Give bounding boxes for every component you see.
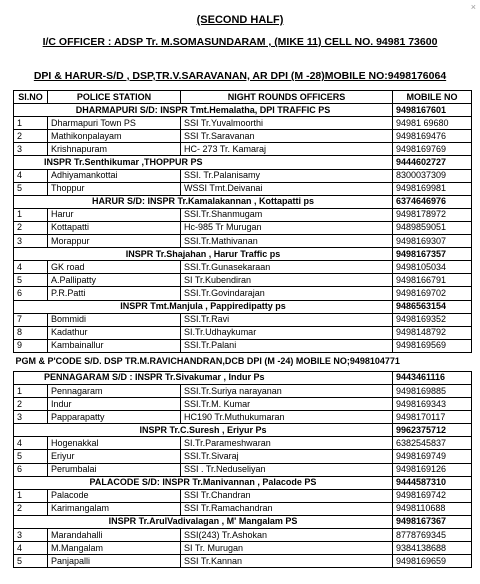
police-station-cell: Panjapalli <box>48 555 181 568</box>
officer-cell: SI Tr.Kubendiran <box>181 274 393 287</box>
table-row <box>14 450 472 463</box>
officer-cell: SSI Tr.Chandran <box>181 489 393 502</box>
mobile-cell: 9498110688 <box>393 502 472 515</box>
night-rounds-table <box>13 90 472 568</box>
section-mobile-cell: 9444602727 <box>393 156 472 169</box>
sl-no-cell: 5 <box>14 450 48 463</box>
police-station-cell: Perumbalai <box>48 463 181 476</box>
police-station-cell: Dharmapuri Town PS <box>48 117 181 130</box>
section-header-row <box>14 476 472 489</box>
officer-cell: SSI Tr.Ramachandran <box>181 502 393 515</box>
police-station-cell: Adhiyamankottai <box>48 169 181 182</box>
mobile-cell: 9498169769 <box>393 143 472 156</box>
sl-no-cell: 1 <box>14 117 48 130</box>
sl-no-cell: 1 <box>14 489 48 502</box>
col-header-police-station: POLICE STATION <box>48 91 181 104</box>
mobile-cell: 9498178972 <box>393 208 472 221</box>
table-header-row <box>14 91 472 104</box>
mobile-cell: 9498169307 <box>393 235 472 248</box>
section-header-row <box>14 195 472 208</box>
table-row <box>14 463 472 476</box>
table-row <box>14 208 472 221</box>
table-row <box>14 489 472 502</box>
police-station-cell: Palacode <box>48 489 181 502</box>
section-mobile-cell: 9444587310 <box>393 476 472 489</box>
police-station-cell: Indur <box>48 398 181 411</box>
police-station-cell: Eriyur <box>48 450 181 463</box>
mobile-cell: 9498148792 <box>393 326 472 339</box>
section-header-row <box>14 248 472 261</box>
police-station-cell: M.Mangalam <box>48 542 181 555</box>
police-station-cell: Kottapatti <box>48 221 181 234</box>
police-station-cell: Karimangalam <box>48 502 181 515</box>
police-station-cell: Hogenakkal <box>48 437 181 450</box>
section-title-cell: INSPR Tr.Senthikumar ,THOPPUR PS <box>14 156 393 169</box>
subdivision-band-row <box>14 352 472 371</box>
col-header-slno: Sl.NO <box>14 91 48 104</box>
sl-no-cell: 7 <box>14 313 48 326</box>
police-station-cell: Pennagaram <box>48 384 181 397</box>
sl-no-cell: 4 <box>14 437 48 450</box>
table-row <box>14 143 472 156</box>
table-row <box>14 261 472 274</box>
section-title-cell: INSPR Tr.C.Suresh , Eriyur Ps <box>14 424 393 437</box>
sl-no-cell: 1 <box>14 384 48 397</box>
mobile-cell: 9498169343 <box>393 398 472 411</box>
police-station-cell: Mathikonpalayam <box>48 130 181 143</box>
police-station-cell: Thoppur <box>48 182 181 195</box>
section-mobile-cell: 9443461116 <box>393 371 472 384</box>
police-station-cell: Kadathur <box>48 326 181 339</box>
police-station-cell: Kambainallur <box>48 339 181 352</box>
police-station-cell: Bommidi <box>48 313 181 326</box>
officer-cell: SSI.Tr.Sivaraj <box>181 450 393 463</box>
col-header-mobile: MOBILE NO <box>393 91 472 104</box>
section-title-cell: INSPR Tr.ArulVadivalagan , M' Mangalam PS <box>14 515 393 528</box>
sl-no-cell: 5 <box>14 555 48 568</box>
officer-cell: SSI.Tr.Govindarajan <box>181 287 393 300</box>
police-station-cell: P.R.Patti <box>48 287 181 300</box>
section-header-row <box>14 515 472 528</box>
mobile-cell: 9384138688 <box>393 542 472 555</box>
mobile-cell: 94981 69680 <box>393 117 472 130</box>
sl-no-cell: 5 <box>14 274 48 287</box>
officer-cell: Hc-985 Tr Murugan <box>181 221 393 234</box>
sl-no-cell: 6 <box>14 463 48 476</box>
sl-no-cell: 2 <box>14 398 48 411</box>
mobile-cell: 8778769345 <box>393 529 472 542</box>
officer-cell: SSI.Tr.M. Kumar <box>181 398 393 411</box>
section-header-row <box>14 156 472 169</box>
table-row <box>14 384 472 397</box>
sl-no-cell: 6 <box>14 287 48 300</box>
table-row <box>14 411 472 424</box>
police-station-cell: Marandahalli <box>48 529 181 542</box>
sl-no-cell: 4 <box>14 169 48 182</box>
section-mobile-cell: 9962375712 <box>393 424 472 437</box>
section-title-cell: INSPR Tr.Shajahan , Harur Traffic ps <box>14 248 393 261</box>
police-station-cell: Krishnapuram <box>48 143 181 156</box>
table-row <box>14 313 472 326</box>
police-station-cell: Papparapatty <box>48 411 181 424</box>
table-row <box>14 287 472 300</box>
officer-cell: SI.Tr.Udhaykumar <box>181 326 393 339</box>
table-row <box>14 437 472 450</box>
officer-cell: SSI Tr.Kannan <box>181 555 393 568</box>
officer-cell: SSI(243) Tr.Ashokan <box>181 529 393 542</box>
corner-mark: × <box>470 2 476 12</box>
officer-cell: HC190 Tr.Muthukumaran <box>181 411 393 424</box>
police-station-cell: Harur <box>48 208 181 221</box>
mobile-cell: 8300037309 <box>393 169 472 182</box>
table-row <box>14 235 472 248</box>
sl-no-cell: 9 <box>14 339 48 352</box>
section-header-row <box>14 300 472 313</box>
mobile-cell: 9498169476 <box>393 130 472 143</box>
officer-cell: SI Tr. Murugan <box>181 542 393 555</box>
table-row <box>14 542 472 555</box>
police-station-cell: Morappur <box>48 235 181 248</box>
mobile-cell: 9498169742 <box>393 489 472 502</box>
dpi-harur-line: DPI & HARUR-S/D , DSP,TR.V.SARAVANAN, AR DPI (M -28)MOBILE NO:9498176064 <box>33 70 447 82</box>
officer-cell: SSI.Tr.Mathivanan <box>181 235 393 248</box>
sl-no-cell: 2 <box>14 502 48 515</box>
mobile-cell: 6382545837 <box>393 437 472 450</box>
table-row <box>14 169 472 182</box>
section-title-cell: PALACODE S/D: INSPR Tr.Manivannan , Palacode PS <box>14 476 393 489</box>
col-header-officers: NIGHT ROUNDS OFFICERS <box>181 91 393 104</box>
mobile-cell: 9498170117 <box>393 411 472 424</box>
table-row <box>14 221 472 234</box>
section-title-cell: INSPR Tmt.Manjula , Pappiredipatty ps <box>14 300 393 313</box>
officer-cell: SI.Tr.Parameshwaran <box>181 437 393 450</box>
ic-officer-line: I/C OFFICER : ADSP Tr. M.SOMASUNDARAM , (MIKE 11) CELL NO. 94981 73600 <box>42 36 438 48</box>
section-header-row <box>14 424 472 437</box>
sl-no-cell: 3 <box>14 143 48 156</box>
table-row <box>14 529 472 542</box>
section-header-row <box>14 371 472 384</box>
sl-no-cell: 8 <box>14 326 48 339</box>
table-row <box>14 398 472 411</box>
table-row <box>14 274 472 287</box>
document-title: (SECOND HALF) <box>196 14 284 26</box>
section-mobile-cell: 6374646976 <box>393 195 472 208</box>
officer-cell: SSI.Tr.Ravi <box>181 313 393 326</box>
section-mobile-cell: 9486563154 <box>393 300 472 313</box>
sl-no-cell: 2 <box>14 221 48 234</box>
section-mobile-cell: 9498167367 <box>393 515 472 528</box>
officer-cell: WSSI Tmt.Deivanai <box>181 182 393 195</box>
mobile-cell: 9498169981 <box>393 182 472 195</box>
officer-cell: SSI.Tr.Palani <box>181 339 393 352</box>
sl-no-cell: 3 <box>14 529 48 542</box>
table-row <box>14 502 472 515</box>
officer-cell: SSI . Tr.Neduseliyan <box>181 463 393 476</box>
police-station-cell: A.Pallipatty <box>48 274 181 287</box>
officer-cell: SSI. Tr.Palanisamy <box>181 169 393 182</box>
officer-cell: SSI.Tr.Gunasekaraan <box>181 261 393 274</box>
section-title-cell: DHARMAPURI S/D: INSPR Tmt.Hemalatha, DPI TRAFFIC PS <box>14 104 393 117</box>
mobile-cell: 9498105034 <box>393 261 472 274</box>
mobile-cell: 9498169702 <box>393 287 472 300</box>
officer-cell: SSI Tr.Yuvalmoorthi <box>181 117 393 130</box>
mobile-cell: 9498169885 <box>393 384 472 397</box>
mobile-cell: 9498169352 <box>393 313 472 326</box>
mobile-cell: 9498169126 <box>393 463 472 476</box>
table-row <box>14 555 472 568</box>
table-row <box>14 117 472 130</box>
section-mobile-cell: 9498167357 <box>393 248 472 261</box>
mobile-cell: 9498169749 <box>393 450 472 463</box>
table-row <box>14 182 472 195</box>
section-header-row <box>14 104 472 117</box>
band-title-cell: PGM & P'CODE S/D. DSP TR.M.RAVICHANDRAN,DCB DPI (M -24) MOBILE NO;9498104771 <box>14 352 472 371</box>
officer-cell: SSI.Tr.Shanmugam <box>181 208 393 221</box>
table-row <box>14 339 472 352</box>
police-station-cell: GK road <box>48 261 181 274</box>
mobile-cell: 9489859051 <box>393 221 472 234</box>
officer-cell: SSI Tr.Saravanan <box>181 130 393 143</box>
section-title-cell: HARUR S/D: INSPR Tr.Kamalakannan , Kottapatti ps <box>14 195 393 208</box>
mobile-cell: 9498169569 <box>393 339 472 352</box>
table-row <box>14 326 472 339</box>
mobile-cell: 9498169659 <box>393 555 472 568</box>
table-body <box>14 104 472 568</box>
sl-no-cell: 4 <box>14 261 48 274</box>
sl-no-cell: 5 <box>14 182 48 195</box>
sl-no-cell: 3 <box>14 411 48 424</box>
sl-no-cell: 3 <box>14 235 48 248</box>
section-mobile-cell: 9498167601 <box>393 104 472 117</box>
sl-no-cell: 2 <box>14 130 48 143</box>
sl-no-cell: 1 <box>14 208 48 221</box>
officer-cell: HC- 273 Tr. Kamaraj <box>181 143 393 156</box>
mobile-cell: 9498166791 <box>393 274 472 287</box>
section-title-cell: PENNAGARAM S/D : INSPR Tr.Sivakumar , Indur Ps <box>14 371 393 384</box>
officer-cell: SSI.Tr.Suriya narayanan <box>181 384 393 397</box>
sl-no-cell: 4 <box>14 542 48 555</box>
table-row <box>14 130 472 143</box>
